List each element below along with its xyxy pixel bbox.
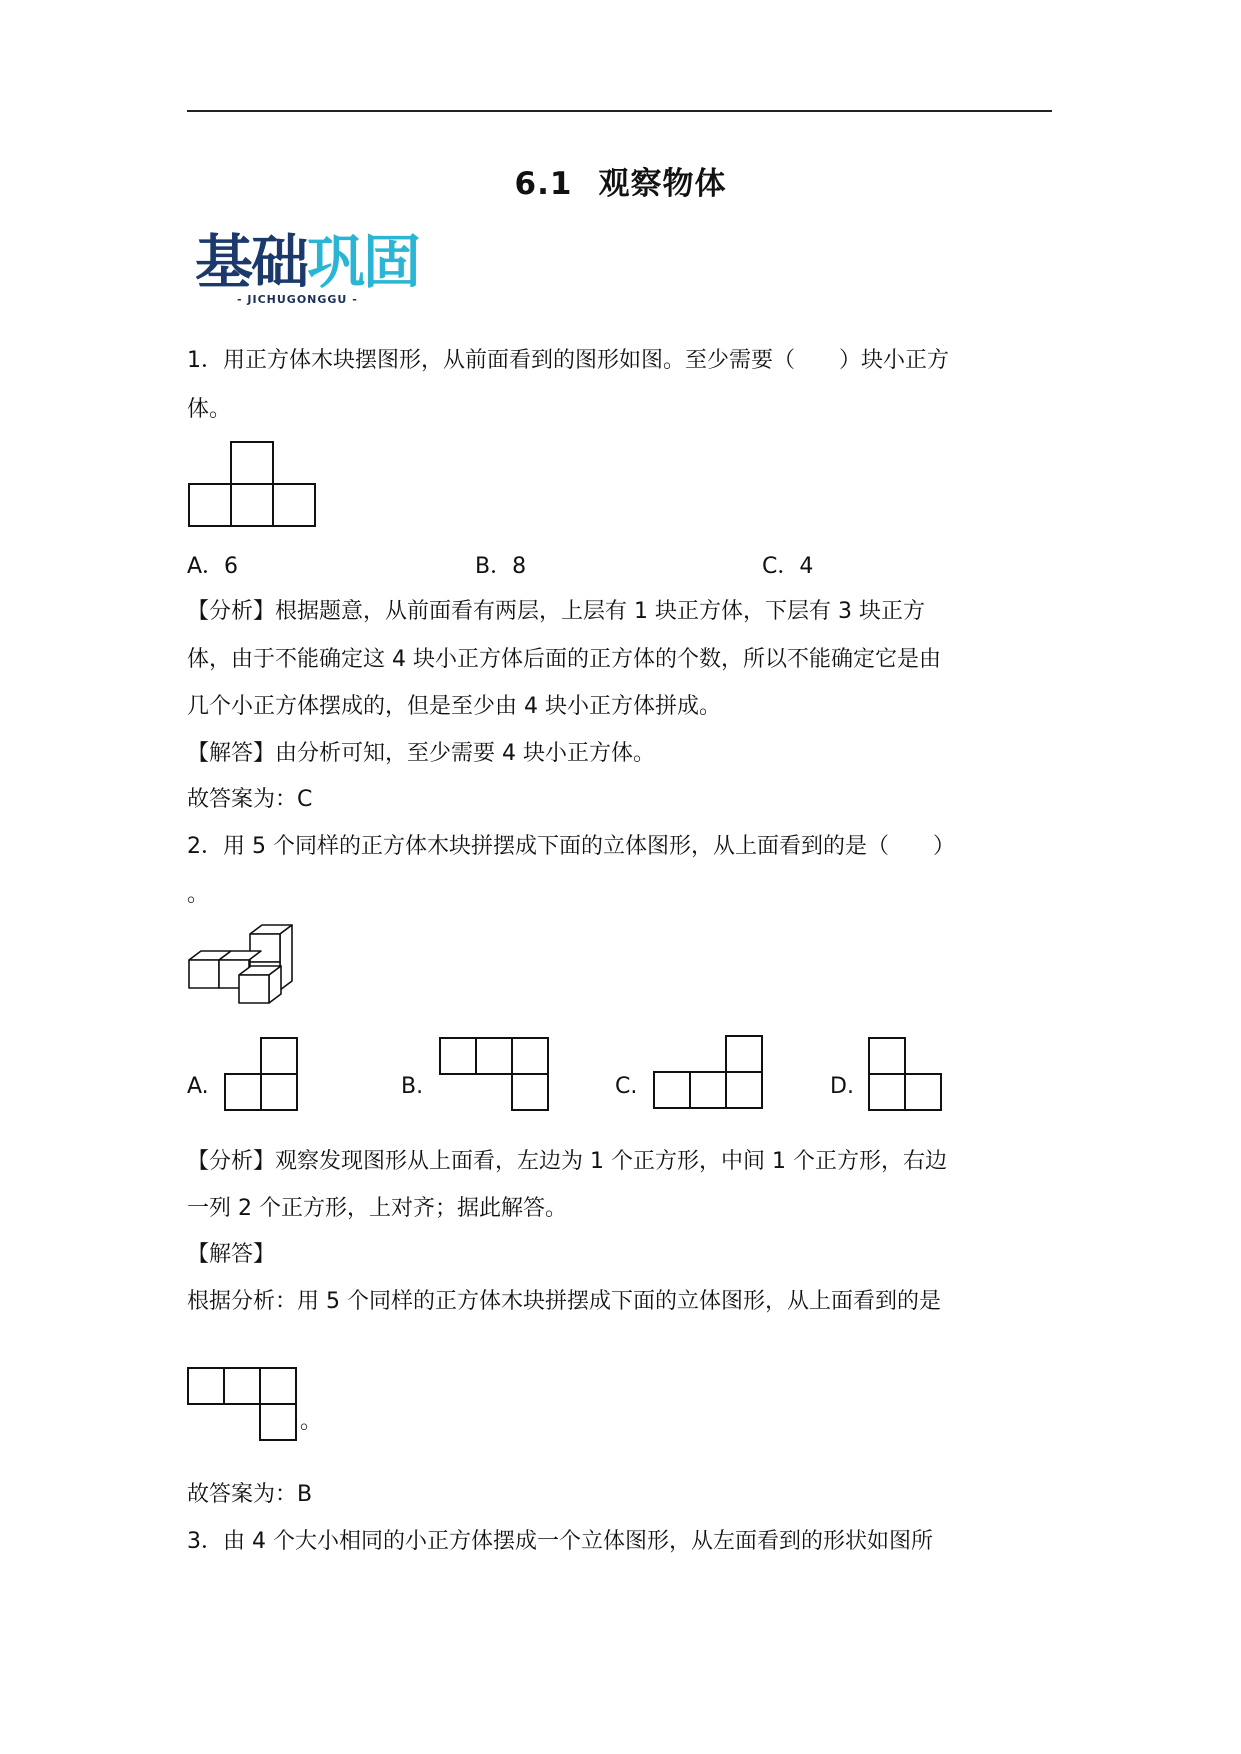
q1-front-view-figure bbox=[186, 439, 320, 529]
q2-option-a-figure bbox=[223, 1036, 301, 1112]
q2-option-c-label: C. bbox=[615, 1074, 638, 1099]
q1-option-a: A．6 bbox=[187, 554, 239, 579]
q1-answer: 【解答】由分析可知，至少需要 4 块小正方体。 bbox=[187, 741, 655, 766]
q2-solid-figure bbox=[186, 922, 298, 1014]
q2-text-line1: 2．用 5 个同样的正方体木块拼摆成下面的立体图形，从上面看到的是（ ） bbox=[187, 834, 955, 859]
q2-answer-period: 。 bbox=[300, 1409, 323, 1434]
q2-option-c-figure bbox=[652, 1032, 766, 1112]
logo-part2: 巩固 bbox=[307, 228, 420, 296]
q2-analysis-line2: 一列 2 个正方形，上对齐；据此解答。 bbox=[187, 1196, 567, 1221]
q1-square-bottom-middle bbox=[231, 484, 273, 526]
q2-option-d-label: D. bbox=[830, 1074, 854, 1099]
q2-analysis-line1: 【分析】观察发现图形从上面看，左边为 1 个正方形，中间 1 个正方形，右边 bbox=[187, 1149, 947, 1174]
q2-option-b-label: B. bbox=[401, 1074, 424, 1099]
q2-answer-text: 根据分析：用 5 个同样的正方体木块拼摆成下面的立体图形，从上面看到的是 bbox=[187, 1289, 941, 1314]
q1-text-line2: 体。 bbox=[187, 397, 232, 422]
q1-square-bottom-left bbox=[189, 484, 231, 526]
q1-option-c: C．4 bbox=[762, 554, 814, 579]
q1-analysis-line1: 【分析】根据题意，从前面看有两层，上层有 1 块正方体，下层有 3 块正方 bbox=[187, 599, 925, 624]
q3-text-line1: 3．由 4 个大小相同的小正方体摆成一个立体图形，从左面看到的形状如图所 bbox=[187, 1529, 933, 1554]
logo-subtitle: - JICHUGONGGU - bbox=[237, 293, 358, 306]
q1-analysis-line3: 几个小正方体摆成的，但是至少由 4 块小正方体拼成。 bbox=[187, 694, 721, 719]
page-title: 6.1 观察物体 bbox=[514, 166, 727, 202]
q2-final-answer: 故答案为：B bbox=[187, 1482, 313, 1507]
q2-option-d-figure bbox=[867, 1036, 945, 1112]
q2-answer-heading: 【解答】 bbox=[187, 1242, 276, 1267]
logo-part1: 基础 bbox=[195, 228, 308, 296]
header-rule bbox=[187, 110, 1052, 112]
section-logo bbox=[195, 230, 425, 310]
q1-square-bottom-right bbox=[273, 484, 315, 526]
q1-final-answer: 故答案为：C bbox=[187, 787, 313, 812]
q1-option-b: B．8 bbox=[475, 554, 527, 579]
q1-text-line1: 1．用正方体木块摆图形，从前面看到的图形如图。至少需要（ ）块小正方 bbox=[187, 348, 949, 373]
q1-analysis-line2: 体，由于不能确定这 4 块小正方体后面的正方体的个数，所以不能确定它是由 bbox=[187, 647, 941, 672]
q2-text-line2: 。 bbox=[187, 882, 210, 907]
q2-option-b-figure bbox=[438, 1036, 552, 1112]
q2-option-a-label: A. bbox=[187, 1074, 209, 1099]
q2-answer-figure bbox=[186, 1366, 300, 1442]
q1-square-top bbox=[231, 442, 273, 484]
